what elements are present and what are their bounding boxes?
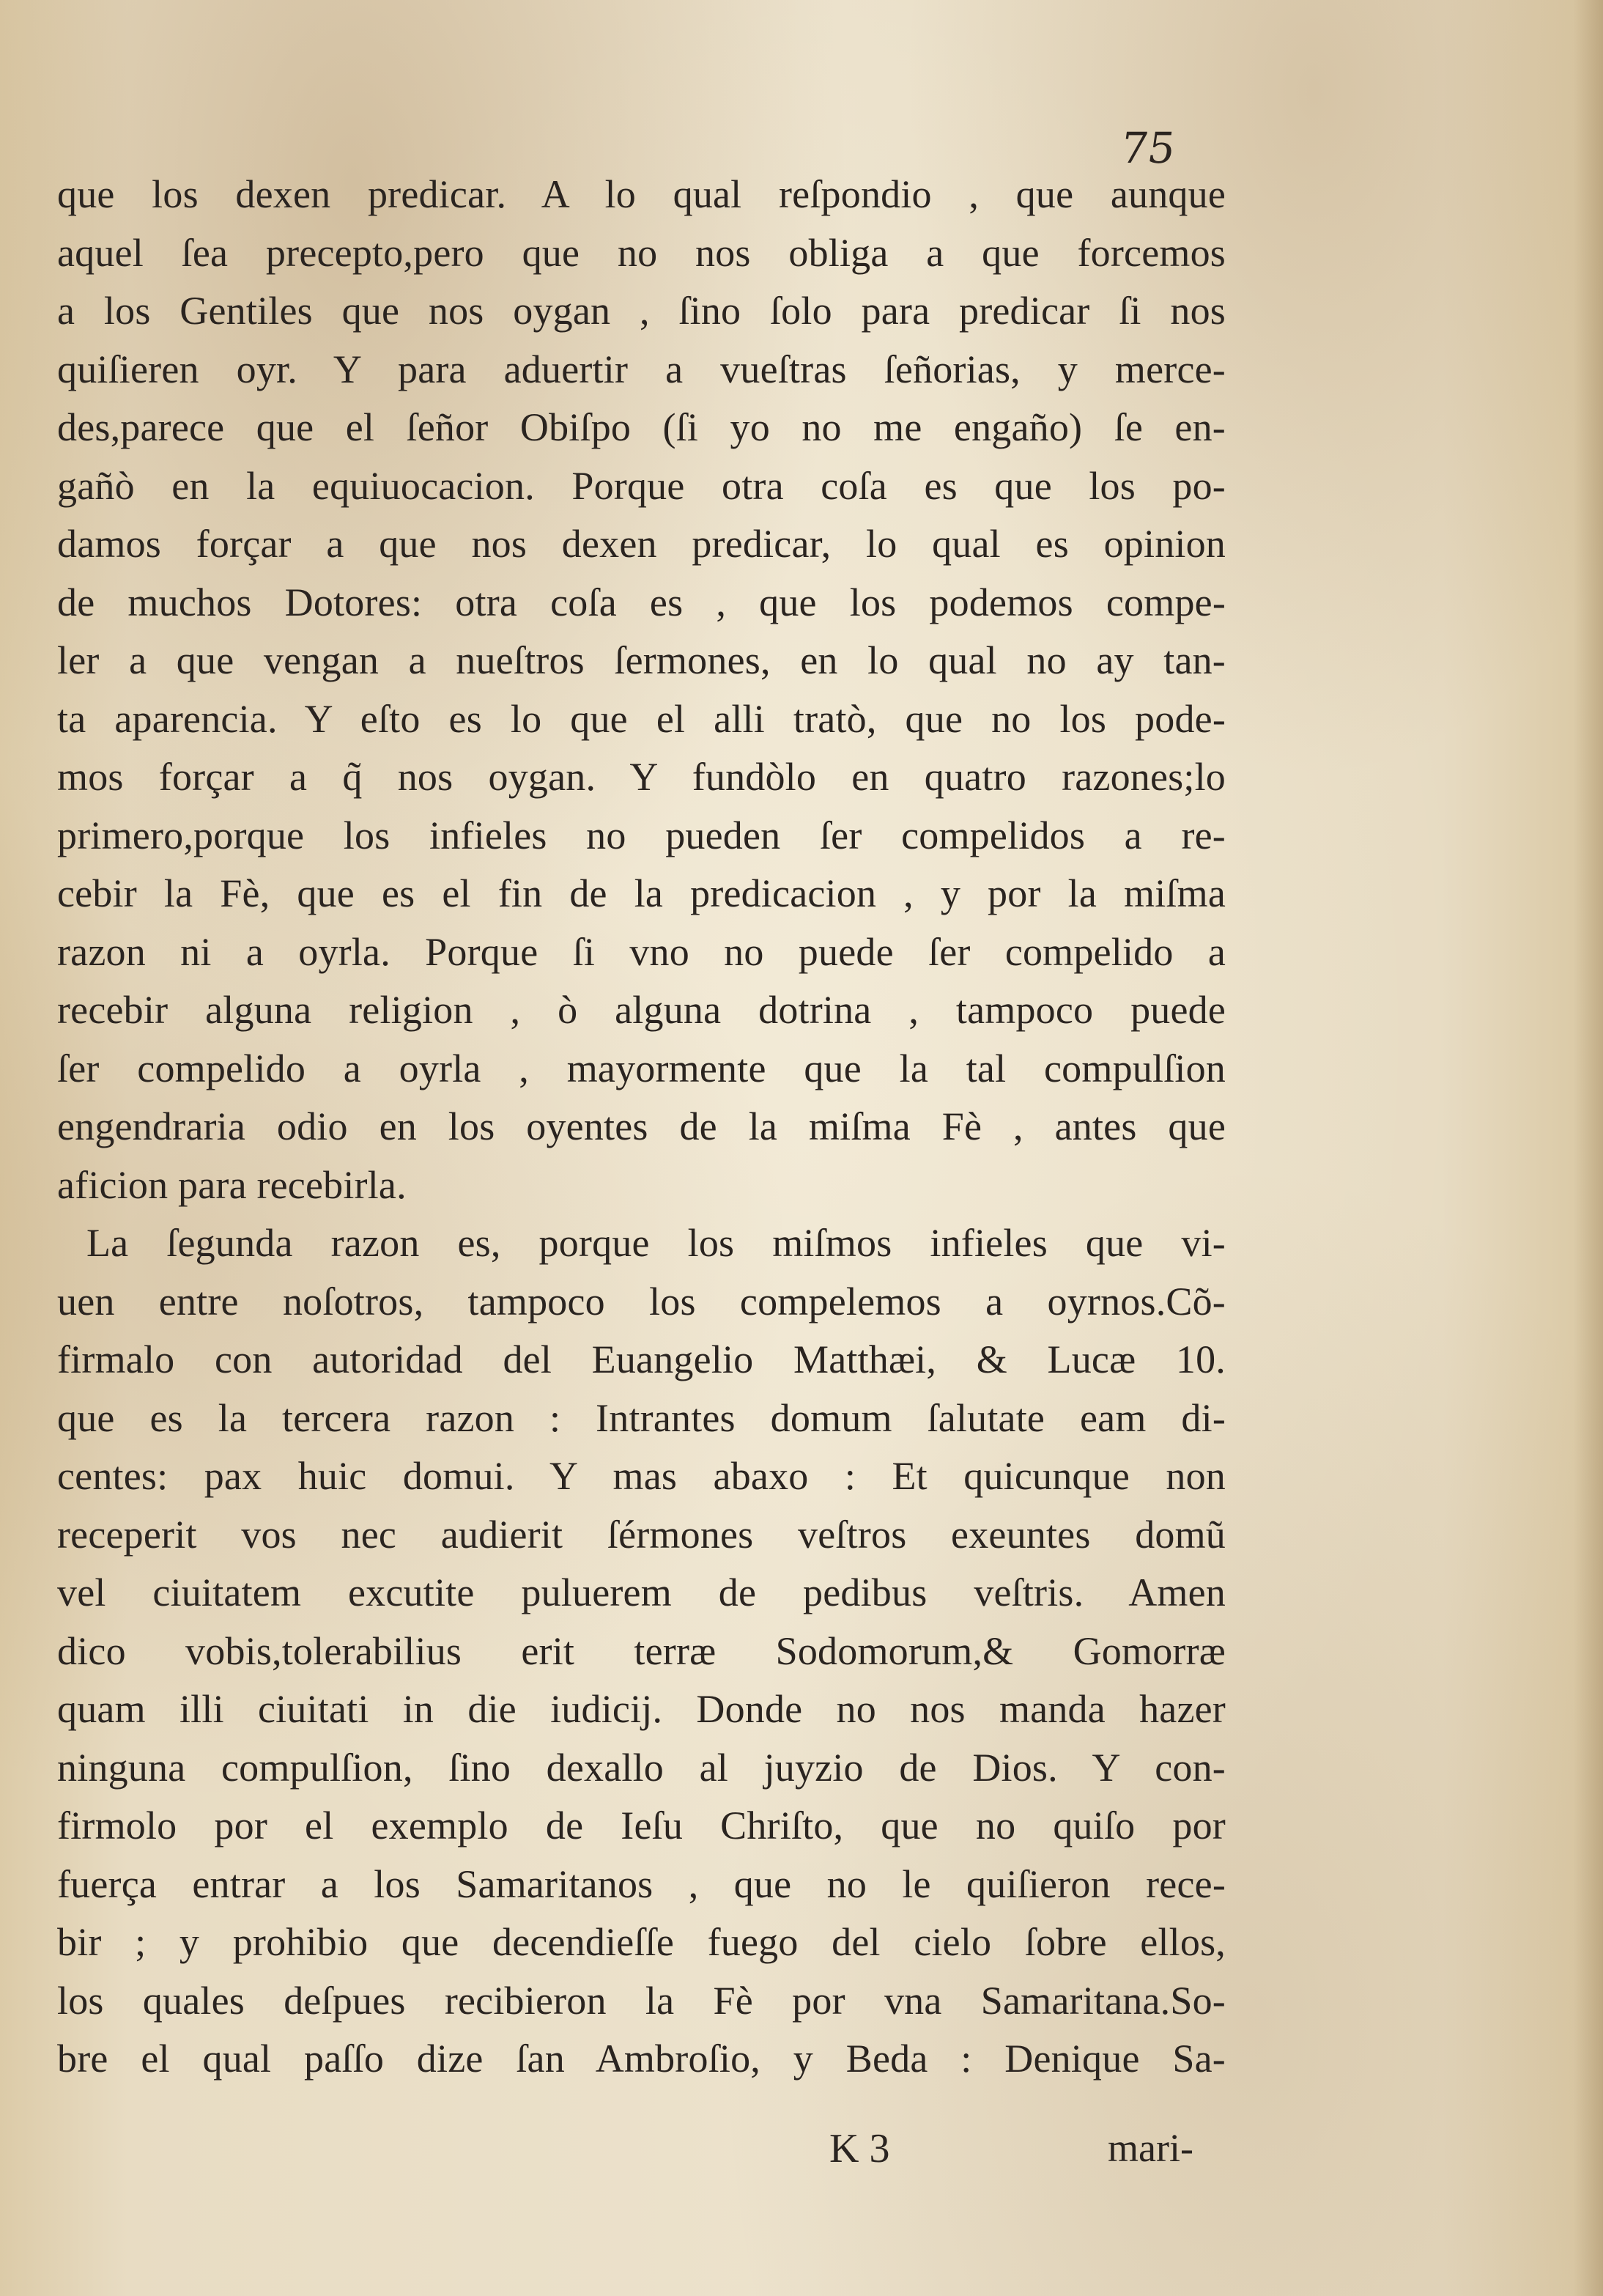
text-line: ſer compelido a oyrla , mayormente que la tal compulſion — [57, 1046, 1226, 1090]
catchword: mari- — [1108, 2126, 1193, 2170]
text-line: de muchos Dotores: otra coſa es , que los podemos compe- — [57, 580, 1226, 624]
text-line: que es la tercera razon : Intrantes domum ſalutate eam di- — [57, 1395, 1226, 1440]
text-line: quam illi ciuitati in die iudicij. Donde no nos manda hazer — [57, 1687, 1226, 1731]
text-line: centes: pax huic domui. Y mas abaxo : Et quicunque non — [57, 1454, 1226, 1498]
text-line: vel ciuitatem excutite puluerem de pedibus veſtris. Amen — [57, 1570, 1226, 1614]
text-line: que los dexen predicar. A lo qual reſpondio , que aunque — [57, 172, 1226, 216]
page-number: 75 — [1117, 123, 1179, 173]
paragraph-start-line: La ſegunda razon es, porque los miſmos infieles que vi- — [86, 1221, 1226, 1265]
text-line: ler a que vengan a nueſtros ſermones, en lo qual no ay tan- — [57, 638, 1226, 682]
text-line: mos forçar a q̃ nos oygan. Y fundòlo en quatro razones;lo — [57, 755, 1226, 799]
text-line: bir ; y prohibio que decendieſſe fuego del cielo ſobre ellos, — [57, 1920, 1226, 1964]
text-line: a los Gentiles que nos oygan , ſino ſolo para predicar ſi nos — [57, 289, 1226, 333]
text-line: aficion para recebirla. — [57, 1162, 407, 1207]
text-line: aquel ſea precepto,pero que no nos obliga a que forcemos — [57, 230, 1226, 275]
page-edge-shadow — [1574, 0, 1603, 2296]
text-line: fuerça entrar a los Samaritanos , que no le quiſieron rece- — [57, 1861, 1226, 1906]
text-line: bre el qual paſſo dize ſan Ambroſio, y Beda : Denique Sa- — [57, 2037, 1226, 2081]
text-line: des,parece que el ſeñor Obiſpo (ſi yo no me engaño) ſe en- — [57, 405, 1226, 449]
text-line: gañò en la equiuocacion. Porque otra coſa es que los po- — [57, 463, 1226, 508]
text-line: firmalo con autoridad del Euangelio Matthæi, & Lucæ 10. — [57, 1337, 1226, 1381]
text-line: los quales deſpues recibieron la Fè por vna Samaritana.So- — [57, 1978, 1226, 2023]
body-text — [57, 166, 1226, 2089]
text-line: firmolo por el exemplo de Ieſu Chriſto, que no quiſo por — [57, 1804, 1226, 1847]
text-line: engendraria odio en los oyentes de la miſma Fè , antes que — [57, 1104, 1226, 1148]
text-line: recebir alguna religion , ò alguna dotrina , tampoco puede — [57, 988, 1226, 1032]
text-line: dico vobis,tolerabilius erit terræ Sodomorum,& Gomorræ — [57, 1628, 1226, 1673]
text-line: receperit vos nec audierit ſérmones veſtros exeuntes domũ — [57, 1512, 1226, 1557]
text-line: ninguna compulſion, ſino dexallo al juyzio de Dios. Y con- — [57, 1745, 1226, 1790]
text-line: razon ni a oyrla. Porque ſi vno no puede ſer compelido a — [57, 929, 1226, 974]
text-line: uen entre noſotros, tampoco los compelemos a oyrnos.Cõ- — [57, 1279, 1226, 1324]
text-line: primero,porque los infieles no pueden ſer compelidos a re- — [57, 813, 1226, 857]
text-line: cebir la Fè, que es el fin de la predicacion , y por la miſma — [57, 871, 1226, 915]
text-line: damos forçar a que nos dexen predicar, lo qual es opinion — [57, 522, 1226, 566]
text-line: ta aparencia. Y eſto es lo que el alli tratò, que no los pode- — [57, 696, 1226, 741]
text-line: quiſieren oyr. Y para aduertir a vueſtras ſeñorias, y merce- — [57, 347, 1226, 391]
signature-mark: K 3 — [829, 2126, 890, 2171]
